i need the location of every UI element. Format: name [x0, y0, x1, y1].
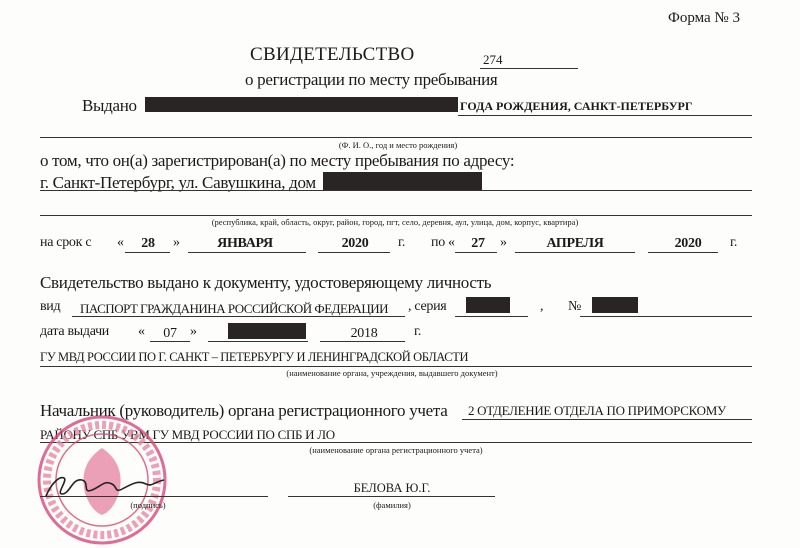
- from-year-line: [318, 252, 390, 253]
- document-type-line: [72, 316, 405, 317]
- surname-caption: (фамилия): [373, 500, 411, 510]
- document-intro: Свидетельство выдано к документу, удостоверяющему личность: [40, 273, 492, 292]
- issue-day-line: [150, 341, 190, 342]
- document-type-value: ПАСПОРТ ГРАЖДАНИНА РОССИЙСКОЙ ФЕДЕРАЦИИ: [80, 301, 389, 316]
- signature-line: [40, 496, 268, 497]
- certificate-number: 274: [483, 52, 503, 67]
- period-label: на срок с: [40, 235, 92, 250]
- comma: ,: [540, 299, 544, 314]
- authority-value-1: 2 ОТДЕЛЕНИЕ ОТДЕЛА ПО ПРИМОРСКОМУ: [468, 403, 726, 418]
- series-line: [455, 316, 528, 317]
- authority-value-2: РАЙОНУ СПБ УВМ ГУ МВД РОССИИ ПО СПБ И ЛО: [40, 427, 335, 442]
- issued-to-caption: (Ф. И. О., год и место рождения): [338, 140, 458, 150]
- to-month-line: [515, 252, 635, 253]
- from-day-line: [125, 252, 170, 253]
- to-month: АПРЕЛЯ: [546, 236, 604, 251]
- quote-close: »: [173, 235, 180, 250]
- authority-label: Начальник (руководитель) органа регистрационного учета: [40, 401, 448, 420]
- authority-line-1: [462, 419, 752, 420]
- issued-to-line: [458, 115, 752, 116]
- issuer-line: [40, 366, 752, 367]
- certificate-number-line: [480, 68, 578, 69]
- issue-year: 2018: [350, 326, 378, 341]
- from-year: 2020: [341, 236, 369, 251]
- issue-date-label: дата выдачи: [40, 324, 110, 339]
- issue-year-line: [320, 341, 405, 342]
- quote-open: «: [117, 235, 124, 250]
- signature-caption: (подпись): [130, 500, 166, 510]
- redacted-series: [466, 297, 510, 313]
- quote-open: «: [448, 235, 455, 250]
- year-suffix: г.: [398, 235, 406, 250]
- redacted-issue-month: [228, 323, 306, 339]
- redacted-name: [145, 97, 458, 112]
- document-type-label: вид: [40, 299, 61, 314]
- number-line: [580, 316, 752, 317]
- address-value: г. Санкт-Петербург, ул. Савушкина, дом: [40, 173, 316, 192]
- issuer-caption: (наименование органа, учреждения, выдавшего документ): [286, 368, 498, 378]
- from-month-line: [188, 252, 306, 253]
- authority-caption: (наименование органа регистрационного учета): [309, 445, 483, 455]
- redacted-address: [323, 172, 482, 190]
- address-intro: о том, что он(а) зарегистрирован(а) по месту пребывания по адресу:: [40, 151, 515, 170]
- surname-line: [288, 496, 495, 497]
- issue-day: 07: [163, 326, 177, 341]
- year-suffix: г.: [414, 324, 422, 339]
- quote-close: »: [500, 235, 507, 250]
- issued-to-label: Выдано: [82, 96, 137, 115]
- number-label: №: [568, 299, 582, 314]
- to-label: по: [431, 235, 445, 250]
- to-day: 27: [471, 236, 485, 251]
- document-subtitle: о регистрации по месту пребывания: [245, 70, 498, 89]
- issued-to-line-2: [40, 137, 752, 138]
- series-label: , серия: [408, 299, 447, 314]
- address-caption: (республика, край, область, округ, район, город, пгт, село, деревня, аул, улица, дом, корпус, квартира): [211, 217, 579, 227]
- year-suffix: г.: [730, 235, 738, 250]
- issue-month-line: [208, 341, 308, 342]
- address-line-2: [40, 215, 752, 216]
- redacted-number: [592, 297, 638, 313]
- quote-close: »: [190, 324, 197, 339]
- quote-open: «: [138, 324, 145, 339]
- document-issuer: ГУ МВД РОССИИ ПО Г. САНКТ – ПЕТЕРБУРГУ И ЛЕНИНГРАДСКОЙ ОБЛАСТИ: [40, 350, 469, 364]
- address-line: [40, 190, 752, 191]
- form-number: Форма № 3: [668, 10, 740, 26]
- signer-surname: БЕЛОВА Ю.Г.: [353, 481, 431, 495]
- issued-to-value: ГОДА РОЖДЕНИЯ, САНКТ-ПЕТЕРБУРГ: [460, 99, 693, 113]
- document-title: СВИДЕТЕЛЬСТВО: [250, 44, 415, 65]
- to-year-line: [648, 252, 718, 253]
- to-day-line: [455, 252, 497, 253]
- to-year: 2020: [674, 236, 702, 251]
- from-day: 28: [141, 236, 155, 251]
- from-month: ЯНВАРЯ: [217, 236, 273, 251]
